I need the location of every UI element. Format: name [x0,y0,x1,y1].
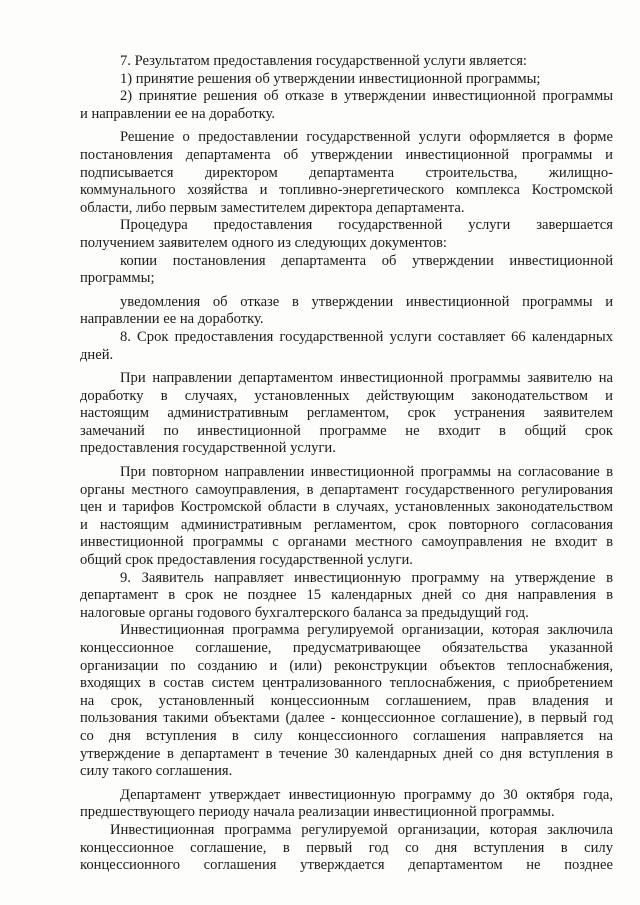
text-line: силу такого соглашения. [80,763,233,780]
text-line: предоставления государственной услуги. [80,440,336,457]
text-line: 7. Результатом предоставления государственной услуги является: [120,53,527,69]
text-line: на срок, установленный концессионным соглашением, прав владения и [80,692,613,709]
text-line: 1) принятие решения об утверждении инвестиционной программы; [120,70,541,87]
text-line: со дня вступления в силу концессионного соглашения направляется на [80,727,613,744]
text-line: Департамент утверждает инвестиционную программу до 30 октября года, [120,786,613,803]
text-line: Процедура предоставления государственной услуги завершается [120,217,613,234]
text-line: Решение о предоставлении государственной услуги оформляется в форме [120,129,613,146]
text-line: программы; [80,270,155,287]
text-line: концессионное соглашение, в первый год со дня вступления в силу [80,839,613,856]
text-line: и направлении ее на доработку. [80,105,275,122]
text-line: концессионное соглашение, предусматривающее обязательства указанной [80,640,613,656]
text-line: предшествующего периоду начала реализации инвестиционной программы. [80,804,555,821]
text-line: направлении ее на доработку. [80,311,264,328]
document-body [80,53,613,875]
text-line: инвестиционной программы с органами местного самоуправления не входит в [80,534,613,551]
text-line: органы местного самоуправления, в департамент государственного регулирования [80,481,613,498]
text-line: области, либо первым заместителем директора департамента. [80,199,465,216]
text-line: входящих в состав систем централизованного теплоснабжения, с приобретением [80,675,613,692]
text-line: постановления департамента об утверждении инвестиционной программы и [80,146,613,163]
text-line: доработку в случаях, установленных действующим законодательством и [80,387,613,404]
text-line: департамент в срок не позднее 15 календарных дней со дня направления в [80,587,613,604]
text-line: При направлении департаментом инвестиционной программы заявителю на [120,370,613,387]
text-line: Инвестиционная программа регулируемой организации, которая заключила [120,622,613,639]
text-line: Инвестиционная программа регулируемой организации, которая заключила [110,821,613,838]
text-line: пользования такими объектами (далее - концессионное соглашение), в первый год [80,710,613,727]
text-line: получением заявителем одного из следующих документов: [80,234,447,251]
text-line: коммунального хозяйства и топливно-энергетического комплекса Костромской [80,182,613,199]
text-line: общий срок предоставления государственной услуги. [80,552,413,569]
text-line: дней. [80,346,114,363]
text-line: уведомления об отказе в утверждении инвестиционной программы и [120,293,613,310]
text-line: концессионного соглашения утверждается департаментом не позднее [80,857,613,874]
text-line: 8. Срок предоставления государственной услуги составляет 66 календарных [120,328,613,345]
text-line: замечаний по инвестиционной программе не входит в общий срок [80,422,613,439]
text-line: подписывается директором департамента строительства, жилищно- [80,164,613,181]
text-line: цен и тарифов Костромской области в случаях, установленных законодательством [80,499,613,516]
text-line: 2) принятие решения об отказе в утверждении инвестиционной программы [120,88,613,105]
text-line: При повторном направлении инвестиционной программы на согласование в [120,464,613,481]
text-line: копии постановления департамента об утверждении инвестиционной [120,252,613,269]
text-line: утверждение в департамент в течение 30 календарных дней со дня вступления в [80,745,613,762]
text-line: настоящим административным регламентом, срок устранения заявителем [80,405,613,422]
text-line: и настоящим административным регламентом, срок повторного согласования [80,516,613,533]
text-line: 9. Заявитель направляет инвестиционную программу на утверждение в [120,569,613,586]
text-line: налоговые органы годового бухгалтерского баланса за предыдущий год. [80,604,529,621]
text-line: организации по созданию и (или) реконструкции объектов теплоснабжения, [80,657,613,674]
